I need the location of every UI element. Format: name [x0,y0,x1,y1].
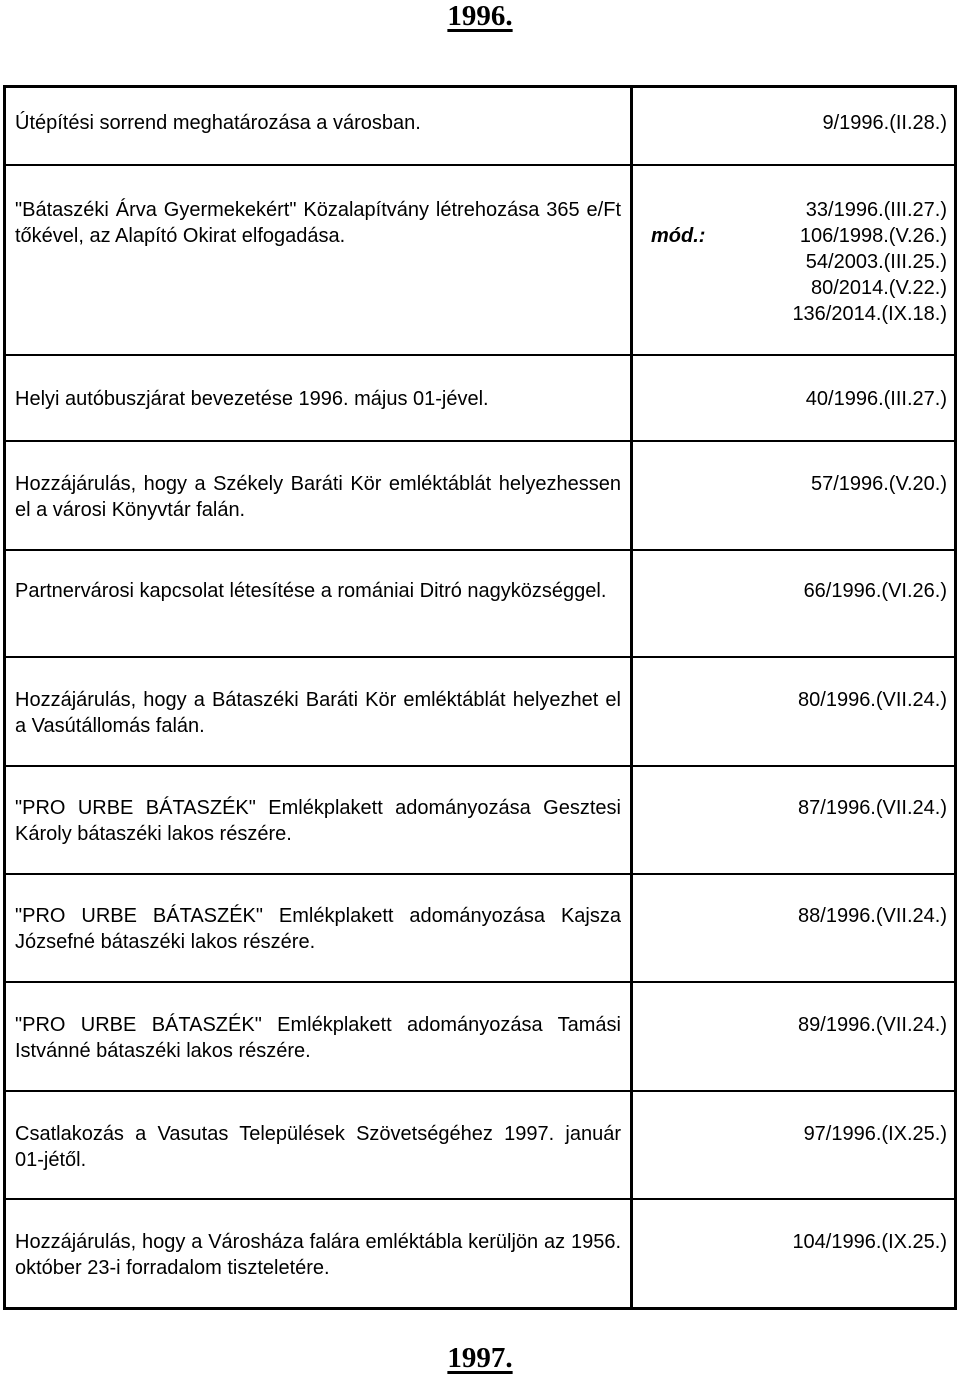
row-separator [6,1090,954,1092]
row-separator [6,1198,954,1200]
resolution-description: "Bátaszéki Árva Gyermekekért" Közalapítvány létrehozása 365 e/Ft tőkével, az Alapító Okirat elfogadása. [15,199,621,247]
modification-label: mód.: [651,225,706,247]
resolution-number: 104/1996.(IX.25.) [792,1231,947,1253]
resolution-description: "PRO URBE BÁTASZÉK" Emlékplakett adományozása Gesztesi Károly bátaszéki lakos részére. [15,797,621,845]
row-separator [6,354,954,356]
year-heading-1997: 1997. [447,1342,513,1374]
resolution-number: 136/2014.(IX.18.) [792,303,947,325]
resolution-refs [811,471,947,497]
resolution-description: Hozzájárulás, hogy a Bátaszéki Baráti Kör emléktáblát helyezhet el a Vasútállomás falán. [15,689,621,737]
row-separator [6,164,954,166]
row-separator [6,440,954,442]
resolution-description: Hozzájárulás, hogy a Székely Baráti Kör emléktáblát helyezhessen el a városi Könyvtár falán. [15,473,621,521]
resolution-number: 80/2014.(V.22.) [810,277,947,299]
resolution-number: 88/1996.(VII.24.) [798,905,947,927]
resolution-number: 106/1998.(V.26.) [799,225,947,247]
resolution-refs [804,578,947,604]
resolution-number: 9/1996.(II.28.) [822,112,947,134]
resolution-number: 87/1996.(VII.24.) [798,797,947,819]
resolution-description: Helyi autóbuszjárat bevezetése 1996. május 01-jével. [15,388,489,410]
resolution-refs [804,1121,947,1147]
resolution-refs [798,795,947,821]
row-separator [6,549,954,551]
resolution-description: Útépítési sorrend meghatározása a városban. [15,112,421,134]
resolution-description: Hozzájárulás, hogy a Városháza falára emléktábla kerüljön az 1956. október 23-i forradalom tiszteletére. [15,1231,621,1279]
resolution-refs [798,903,947,929]
resolution-refs [792,1229,947,1255]
row-separator [6,765,954,767]
resolutions-table [3,85,957,1310]
resolution-number: 97/1996.(IX.25.) [803,1123,947,1145]
resolution-description: Csatlakozás a Vasutas Települések Szövetségéhez 1997. január 01-jétől. [15,1123,621,1171]
year-heading-1996: 1996. [447,0,513,32]
resolution-refs [798,687,947,713]
resolution-description: "PRO URBE BÁTASZÉK" Emlékplakett adományozása Kajsza Józsefné bátaszéki lakos részére. [15,905,621,953]
row-separator [6,656,954,658]
resolution-number: 66/1996.(VI.26.) [803,580,947,602]
row-separator [6,873,954,875]
resolution-refs [806,386,947,412]
resolution-refs [798,1012,947,1038]
resolution-description: "PRO URBE BÁTASZÉK" Emlékplakett adományozása Tamási Istvánné bátaszéki lakos részére. [15,1014,621,1062]
resolution-number: 80/1996.(VII.24.) [798,689,947,711]
resolution-number: 89/1996.(VII.24.) [798,1014,947,1036]
resolution-refs [792,197,947,327]
resolution-refs [822,110,947,136]
column-divider [630,88,633,1307]
resolution-number: 54/2003.(III.25.) [805,251,947,273]
resolution-description: Partnervárosi kapcsolat létesítése a romániai Ditró nagyközséggel. [15,580,607,602]
resolution-number: 40/1996.(III.27.) [805,388,947,410]
row-separator [6,981,954,983]
resolution-number: 33/1996.(III.27.) [805,199,947,221]
resolution-number: 57/1996.(V.20.) [810,473,947,495]
